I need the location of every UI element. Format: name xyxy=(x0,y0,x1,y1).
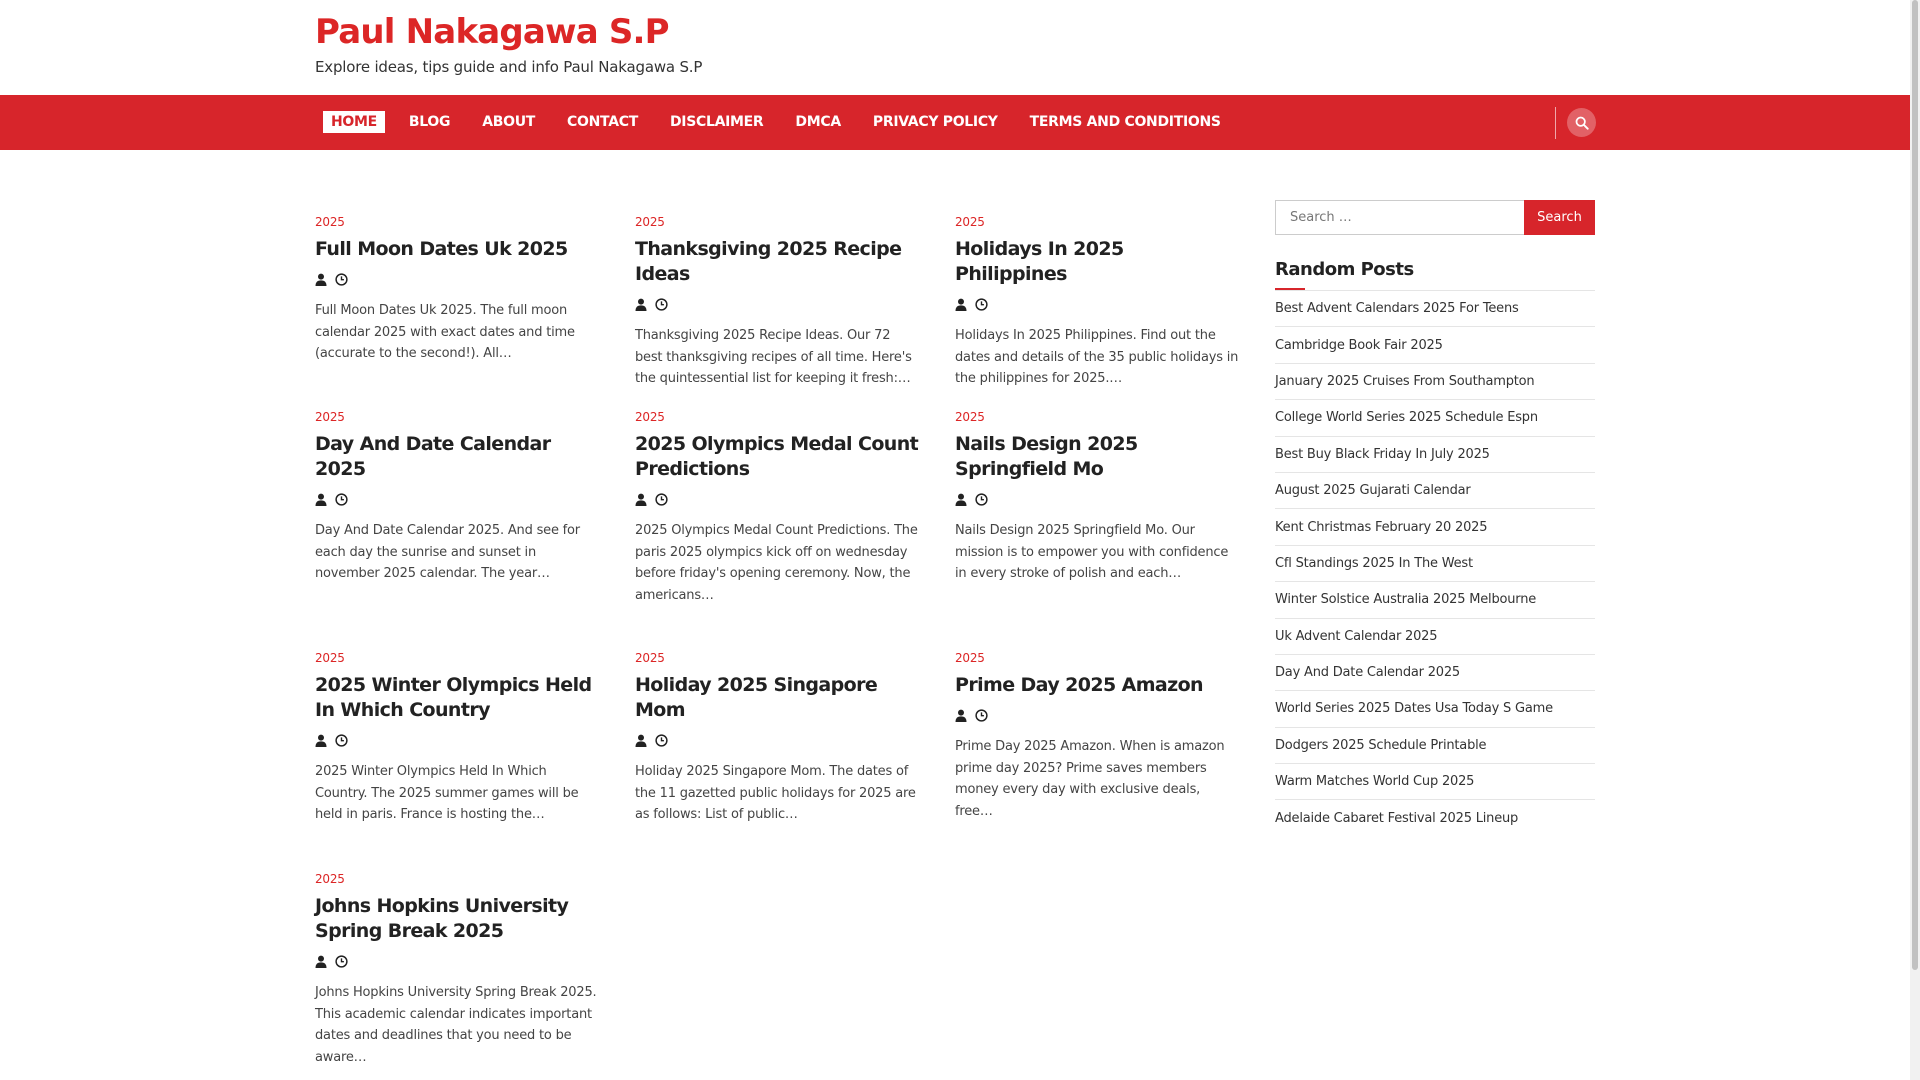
author-icon[interactable] xyxy=(955,493,967,506)
list-item xyxy=(1275,582,1595,618)
post-title[interactable]: Johns Hopkins University Spring Break 2025 xyxy=(315,895,569,942)
post-card xyxy=(955,215,1240,390)
random-post-link[interactable]: Winter Solstice Australia 2025 Melbourne xyxy=(1275,592,1537,608)
author-icon[interactable] xyxy=(635,493,647,506)
list-item xyxy=(1275,546,1595,582)
nav-search-button[interactable] xyxy=(1567,108,1596,137)
post-excerpt: Full Moon Dates Uk 2025. The full moon calendar 2025 with exact dates and time (accurate to the second!). All… xyxy=(315,303,575,361)
author-icon[interactable] xyxy=(955,709,967,722)
author-icon[interactable] xyxy=(315,273,327,286)
random-post-link[interactable]: College World Series 2025 Schedule Espn xyxy=(1275,410,1538,426)
post-category[interactable]: 2025 xyxy=(635,215,665,229)
clock-icon[interactable] xyxy=(655,298,668,311)
list-item xyxy=(1275,364,1595,400)
random-post-link[interactable]: Cambridge Book Fair 2025 xyxy=(1275,337,1443,353)
post-meta xyxy=(315,733,600,747)
nav-item-dmca[interactable]: DMCA xyxy=(795,114,841,130)
post-excerpt: Day And Date Calendar 2025. And see for each day the sunrise and sunset in november 2025 calendar. The year… xyxy=(315,523,580,581)
list-item xyxy=(1275,764,1595,800)
post-card xyxy=(955,410,1240,585)
clock-icon[interactable] xyxy=(975,493,988,506)
random-post-link[interactable]: January 2025 Cruises From Southampton xyxy=(1275,373,1535,389)
nav-item-about[interactable]: ABOUT xyxy=(482,114,536,130)
site-header xyxy=(0,0,1910,95)
list-item xyxy=(1275,655,1595,691)
post-meta xyxy=(955,708,1240,722)
post-meta xyxy=(635,492,920,506)
main-nav xyxy=(0,95,1910,150)
sidebar-search-input[interactable] xyxy=(1275,200,1524,235)
post-card xyxy=(315,215,600,365)
nav-item-privacy-policy[interactable]: PRIVACY POLICY xyxy=(872,114,998,130)
list-item xyxy=(1275,400,1595,436)
list-item xyxy=(1275,291,1595,327)
post-title[interactable]: Holidays In 2025 Philippines xyxy=(955,238,1124,285)
author-icon[interactable] xyxy=(635,734,647,747)
nav-item-disclaimer[interactable]: DISCLAIMER xyxy=(669,114,764,130)
post-category[interactable]: 2025 xyxy=(315,410,345,424)
post-category[interactable]: 2025 xyxy=(955,215,985,229)
post-meta xyxy=(635,297,920,311)
post-excerpt: Holiday 2025 Singapore Mom. The dates of the 11 gazetted public holidays for 2025 are as follows: List of public… xyxy=(635,764,916,822)
random-post-link[interactable]: Day And Date Calendar 2025 xyxy=(1275,665,1460,681)
post-card xyxy=(635,410,920,606)
list-item xyxy=(1275,619,1595,655)
random-post-link[interactable]: Adelaide Cabaret Festival 2025 Lineup xyxy=(1275,811,1519,827)
list-item xyxy=(1275,728,1595,764)
page-scrollbar[interactable] xyxy=(1910,0,1920,1080)
clock-icon[interactable] xyxy=(655,734,668,747)
random-post-link[interactable]: August 2025 Gujarati Calendar xyxy=(1275,483,1471,499)
post-category[interactable]: 2025 xyxy=(635,651,665,665)
clock-icon[interactable] xyxy=(975,709,988,722)
random-posts-list xyxy=(1275,291,1595,837)
clock-icon[interactable] xyxy=(335,493,348,506)
list-item xyxy=(1275,691,1595,727)
post-card xyxy=(955,651,1240,822)
post-meta xyxy=(955,297,1240,311)
list-item xyxy=(1275,473,1595,509)
list-item xyxy=(1275,327,1595,363)
post-meta xyxy=(955,492,1240,506)
clock-icon[interactable] xyxy=(335,273,348,286)
post-category[interactable]: 2025 xyxy=(955,410,985,424)
random-post-link[interactable]: Cfl Standings 2025 In The West xyxy=(1275,555,1473,571)
scrollbar-thumb[interactable] xyxy=(1912,0,1918,970)
list-item xyxy=(1275,509,1595,545)
random-post-link[interactable]: Best Buy Black Friday In July 2025 xyxy=(1275,446,1490,462)
author-icon[interactable] xyxy=(955,298,967,311)
post-card xyxy=(315,651,600,826)
post-card xyxy=(635,651,920,826)
post-excerpt: 2025 Olympics Medal Count Predictions. The paris 2025 olympics kick off on wednesday before friday's opening ceremony. Now, the americans… xyxy=(635,523,918,603)
nav-item-home[interactable]: HOME xyxy=(323,111,385,133)
sidebar-search-form xyxy=(1275,200,1595,235)
post-title[interactable]: Full Moon Dates Uk 2025 xyxy=(315,238,568,260)
random-post-link[interactable]: Warm Matches World Cup 2025 xyxy=(1275,774,1475,790)
post-title[interactable]: 2025 Winter Olympics Held In Which Country xyxy=(315,674,592,721)
site-description: Explore ideas, tips guide and info Paul Nakagawa S.P xyxy=(315,58,703,76)
post-title[interactable]: 2025 Olympics Medal Count Predictions xyxy=(635,433,919,480)
clock-icon[interactable] xyxy=(335,955,348,968)
post-card xyxy=(315,410,600,585)
clock-icon[interactable] xyxy=(655,493,668,506)
author-icon[interactable] xyxy=(635,298,647,311)
post-title[interactable]: Prime Day 2025 Amazon xyxy=(955,674,1203,696)
list-item xyxy=(1275,800,1595,836)
post-category[interactable]: 2025 xyxy=(315,872,345,886)
nav-item-terms[interactable]: TERMS AND CONDITIONS xyxy=(1029,114,1221,130)
random-post-link[interactable]: Dodgers 2025 Schedule Printable xyxy=(1275,737,1487,753)
random-post-link[interactable]: Best Advent Calendars 2025 For Teens xyxy=(1275,301,1519,317)
post-title[interactable]: Day And Date Calendar 2025 xyxy=(315,433,551,480)
random-post-link[interactable]: Uk Advent Calendar 2025 xyxy=(1275,628,1438,644)
search-icon xyxy=(1575,116,1589,130)
author-icon[interactable] xyxy=(315,493,327,506)
sidebar-search-button[interactable]: Search xyxy=(1524,200,1595,235)
post-title[interactable]: Thanksgiving 2025 Recipe Ideas xyxy=(635,238,902,285)
post-excerpt: Nails Design 2025 Springfield Mo. Our mission is to empower you with confidence in every stroke of polish and each… xyxy=(955,523,1229,581)
post-meta xyxy=(315,492,600,506)
author-icon[interactable] xyxy=(315,734,327,747)
post-category[interactable]: 2025 xyxy=(315,651,345,665)
random-posts-heading: Random Posts xyxy=(1275,259,1595,290)
post-excerpt: 2025 Winter Olympics Held In Which Country. The 2025 summer games will be held in paris. France is hosting the… xyxy=(315,764,579,822)
nav-item-contact[interactable]: CONTACT xyxy=(567,114,638,130)
nav-divider xyxy=(1555,107,1556,139)
clock-icon[interactable] xyxy=(335,734,348,747)
site-title[interactable]: Paul Nakagawa S.P xyxy=(315,12,669,52)
post-category[interactable]: 2025 xyxy=(955,651,985,665)
post-excerpt: Johns Hopkins University Spring Break 2025. This academic calendar indicates important dates and deadlines that you need to be aware… xyxy=(315,985,597,1065)
nav-item-blog[interactable]: BLOG xyxy=(408,114,451,130)
post-card xyxy=(635,215,920,390)
random-post-link[interactable]: World Series 2025 Dates Usa Today S Game xyxy=(1275,701,1553,717)
post-meta xyxy=(635,733,920,747)
list-item xyxy=(1275,437,1595,473)
post-category[interactable]: 2025 xyxy=(635,410,665,424)
post-meta xyxy=(315,954,600,968)
clock-icon[interactable] xyxy=(975,298,988,311)
post-category[interactable]: 2025 xyxy=(315,215,345,229)
post-excerpt: Thanksgiving 2025 Recipe Ideas. Our 72 best thanksgiving recipes of all time. Here's the quintessential list for keeping it fresh:… xyxy=(635,328,912,386)
author-icon[interactable] xyxy=(315,955,327,968)
nav-menu xyxy=(323,111,1245,133)
post-excerpt: Holidays In 2025 Philippines. Find out the dates and details of the 35 public holidays in the philippines for 2025.… xyxy=(955,328,1239,386)
post-card xyxy=(315,872,600,1068)
post-title[interactable]: Nails Design 2025 Springfield Mo xyxy=(955,433,1138,480)
random-post-link[interactable]: Kent Christmas February 20 2025 xyxy=(1275,519,1488,535)
sidebar xyxy=(1275,200,1595,837)
post-title[interactable]: Holiday 2025 Singapore Mom xyxy=(635,674,878,721)
post-excerpt: Prime Day 2025 Amazon. When is amazon prime day 2025? Prime saves members money every day with exclusive deals, free… xyxy=(955,739,1225,819)
post-meta xyxy=(315,272,600,286)
